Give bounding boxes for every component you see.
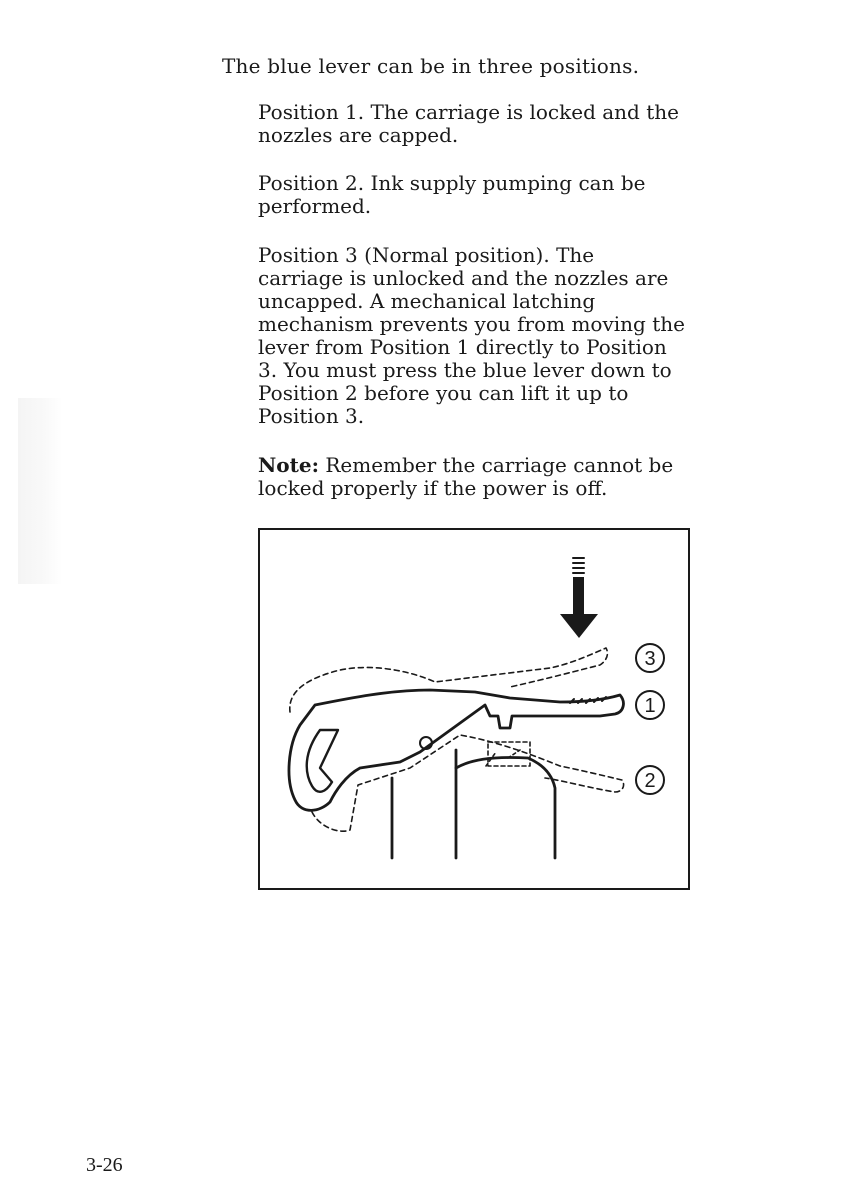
intro-text: The blue lever can be in three positions.	[222, 54, 640, 78]
position-3-line-3: uncapped. A mechanical latching	[258, 289, 596, 313]
scan-shadow	[18, 398, 62, 584]
position-3-line-1: Position 3 (Normal position). The	[258, 243, 595, 267]
note-paragraph	[258, 454, 708, 500]
note-line-1: Remember the carriage cannot be	[325, 453, 674, 477]
position-3-line-6: 3. You must press the blue lever down to	[258, 358, 672, 382]
push-down-arrow-icon	[560, 558, 598, 638]
position-3-paragraph	[258, 244, 708, 428]
position-2-line-2: performed.	[258, 194, 372, 218]
callout-1-label: 1	[644, 695, 656, 717]
position-3-line-8: Position 3.	[258, 404, 365, 428]
position-3-line-5: lever from Position 1 directly to Position	[258, 335, 667, 359]
position-2-paragraph	[258, 172, 708, 218]
callout-position-3	[636, 644, 664, 672]
cartridge-body	[456, 757, 555, 858]
callout-position-2	[636, 766, 664, 794]
note-line-2: locked properly if the power is off.	[258, 476, 608, 500]
page-number: 3-26	[86, 1154, 123, 1176]
position-1-paragraph	[258, 101, 708, 147]
note-label: Note:	[258, 453, 319, 477]
callout-3-label: 3	[644, 648, 656, 670]
position-2-line-1: Position 2. Ink supply pumping can be	[258, 171, 646, 195]
callout-position-1	[636, 691, 664, 719]
position-1-line-1: Position 1. The carriage is locked and the	[258, 100, 679, 124]
lever-position-2-outline	[312, 735, 624, 831]
lever-illustration	[260, 530, 692, 892]
position-3-line-7: Position 2 before you can lift it up to	[258, 381, 629, 405]
lever-handle-slot	[307, 730, 338, 792]
position-1-line-2: nozzles are capped.	[258, 123, 459, 147]
position-3-line-4: mechanism prevents you from moving the	[258, 312, 685, 336]
position-3-line-2: carriage is unlocked and the nozzles are	[258, 266, 669, 290]
callout-2-label: 2	[644, 770, 656, 792]
lever-diagram	[258, 528, 690, 890]
